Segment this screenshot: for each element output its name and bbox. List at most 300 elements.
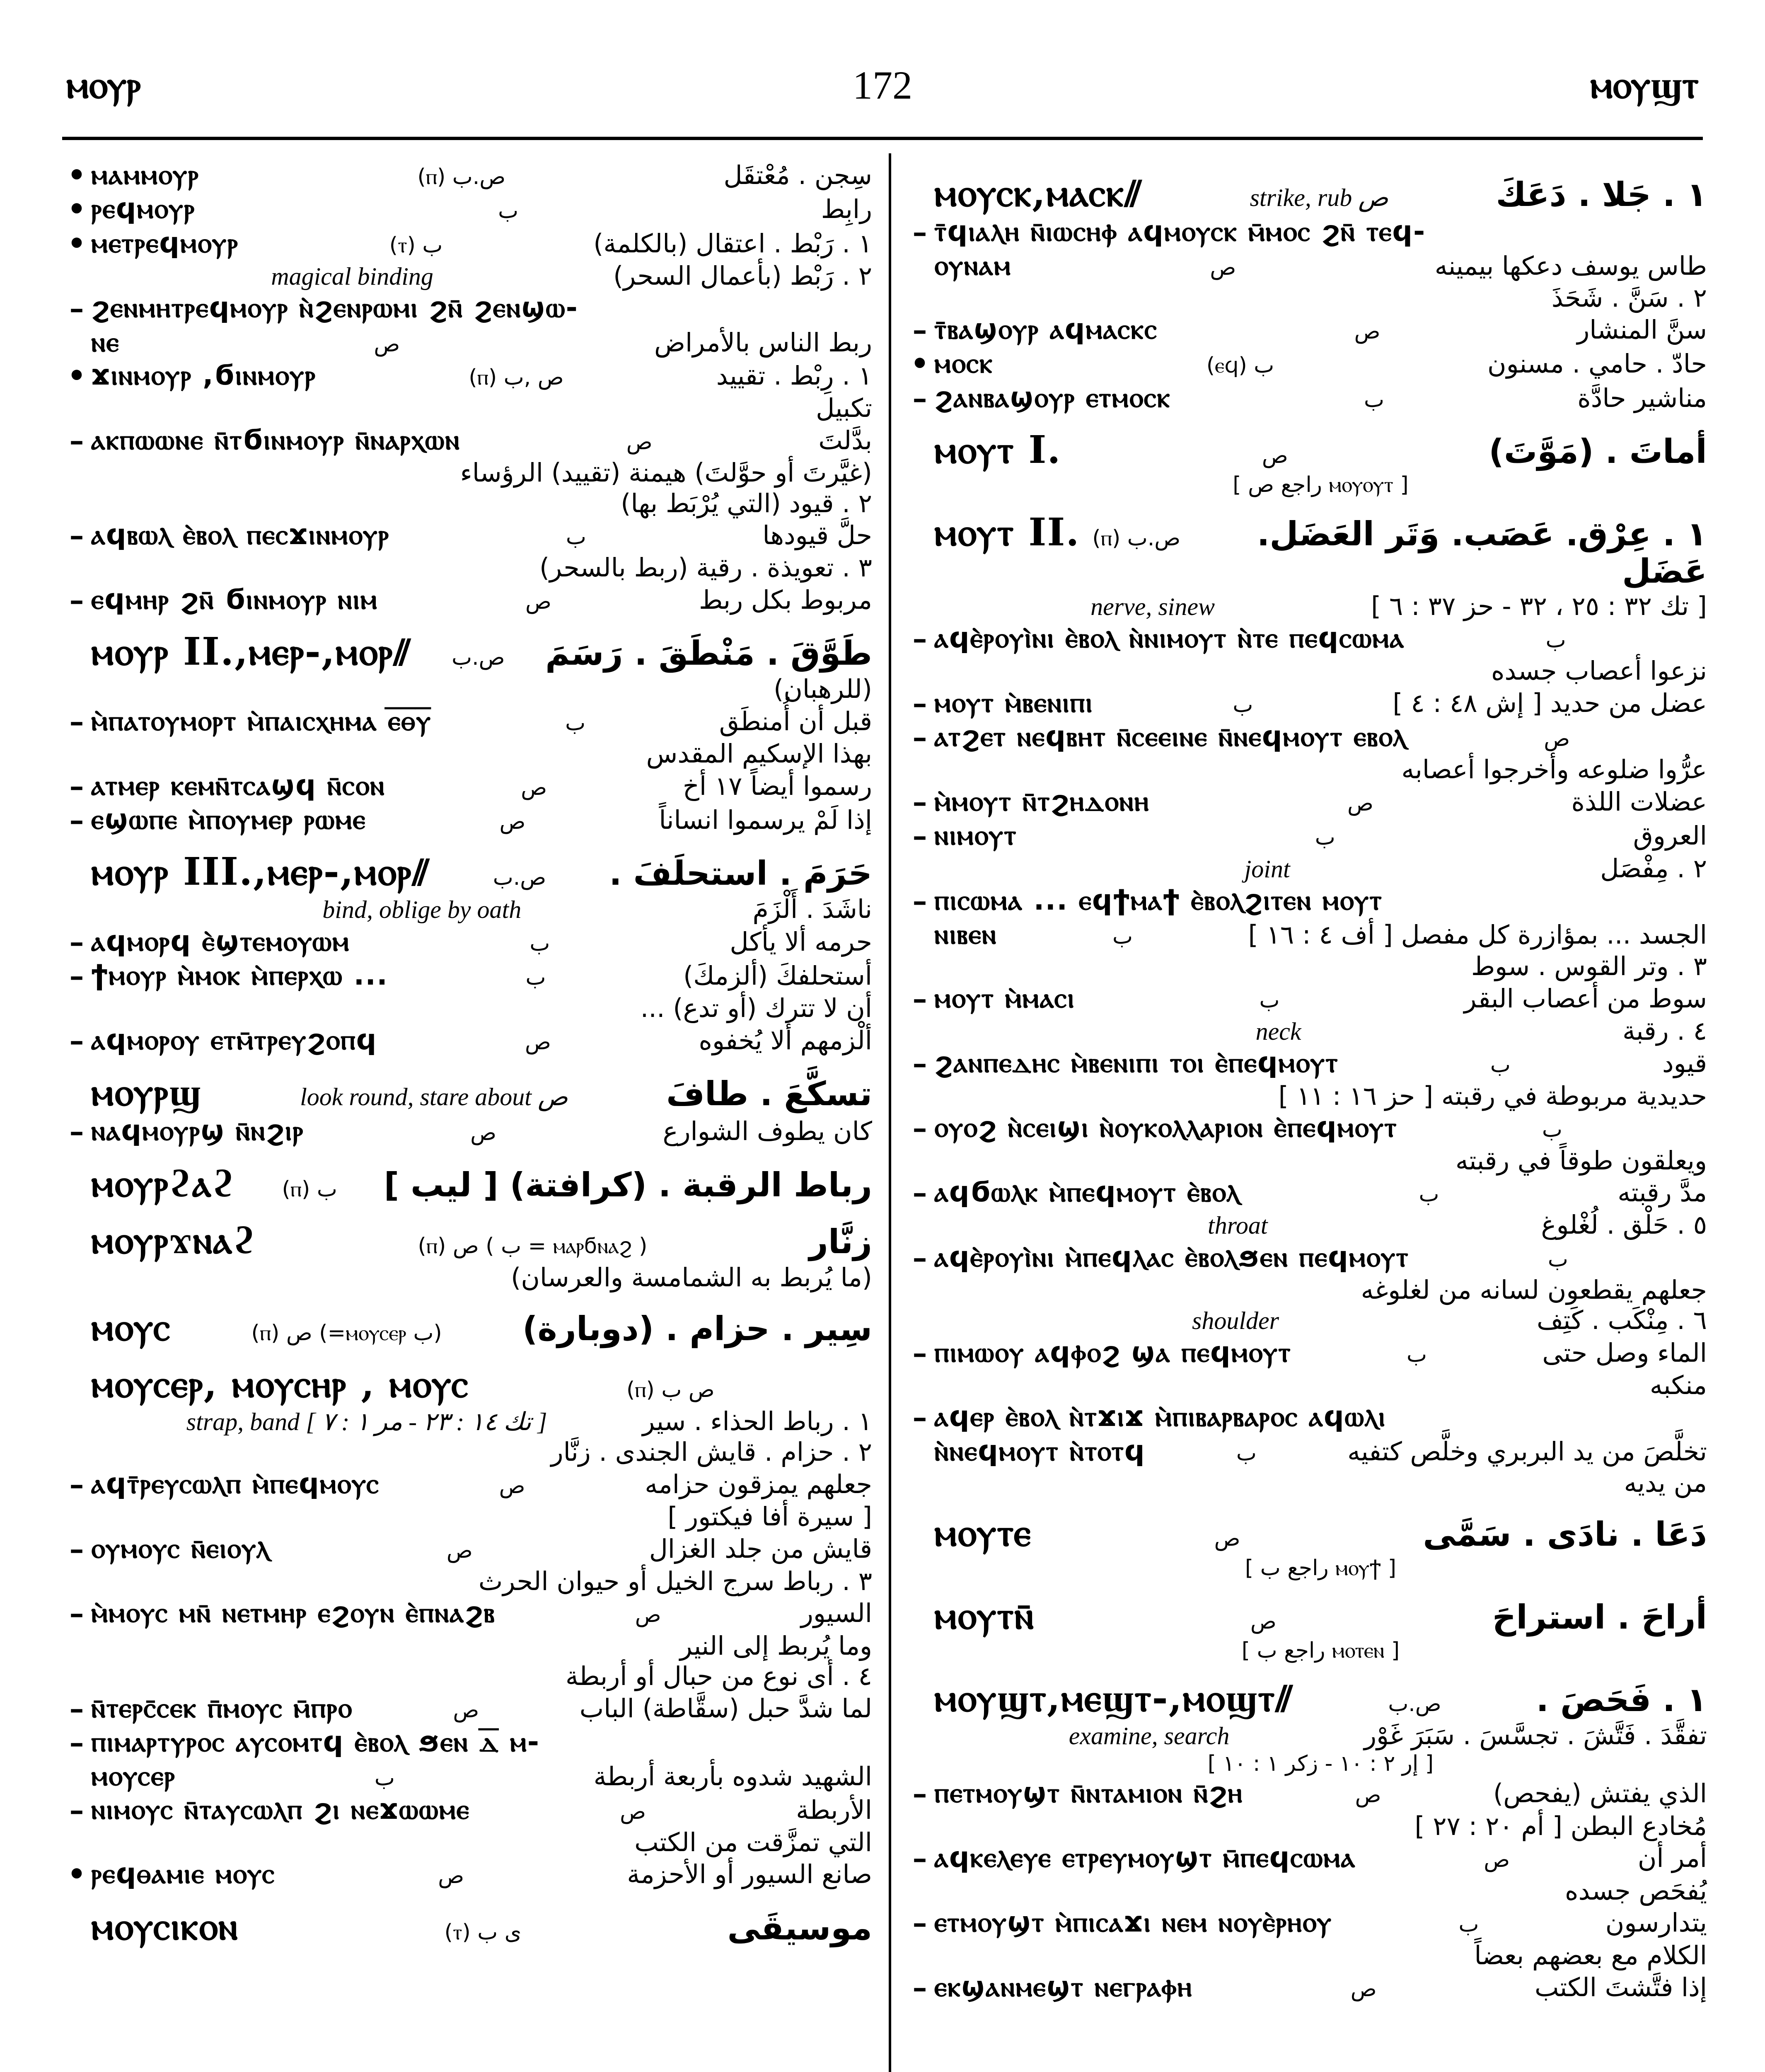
entry-row [91,1858,872,1890]
dictionary-entry [905,250,1707,281]
arabic-text: ٢ . رَبْط (بأعمال السحر) [613,261,872,291]
entry-body [934,1401,1707,1433]
dialect-or-gloss: ب [1233,692,1253,717]
entry-body [934,1242,1707,1273]
arabic-text: بدَّلتَ [818,425,872,455]
dictionary-entry [905,1876,1707,1905]
dictionary-entry [62,739,872,768]
entry-bullet: • [67,358,86,393]
dialect-or-gloss: ب [1490,1053,1511,1078]
entry-bullet: – [912,1841,927,1876]
entry-body [934,1907,1707,1938]
entry-body [91,1597,872,1629]
dictionary-entry [62,261,872,290]
entry-row [934,1812,1707,1840]
entry-row [934,1017,1707,1046]
dictionary-entry [905,216,1707,248]
coptic-text: ⲛⲓⲃⲉⲛ [934,918,997,951]
coptic-text: ϩⲁⲛⲃⲁϣⲟⲩⲣ ⲉⲧⲙⲟⲥⲕ [934,381,1171,414]
dialect-or-gloss: ب [498,198,519,224]
dictionary-entry [905,854,1707,883]
entry-body [91,1162,872,1205]
dictionary-entry [62,489,872,518]
dictionary-entry [62,193,872,225]
dictionary-entry [905,1176,1707,1209]
dictionary-entry [62,228,872,260]
dictionary-entry [62,1407,872,1436]
entry-row [91,1071,872,1113]
dialect-or-gloss: ب [525,965,546,990]
dialect-or-gloss: (ⲡ) ص ( ب = ⲙⲁⲣϭⲛⲁϩ ) [418,1233,648,1259]
entry-row [934,1777,1707,1809]
dictionary-entry [905,622,1707,655]
entry-row [91,850,872,893]
header-rule [62,137,1703,140]
dictionary-entry [62,1760,872,1792]
dictionary-entry [62,770,872,802]
dictionary-entry [62,1071,872,1113]
entry-body [91,193,872,225]
entry-row [91,1567,872,1595]
arabic-text: (غيَّرتَ أو حوَّلتَ) هيمنة (تقييد) الرؤساء [460,457,872,488]
dictionary-entry [905,1306,1707,1335]
arabic-text: الماء وصل حتى [1542,1337,1707,1368]
arabic-text: إذا لَمْ يرسموا انساناً [659,804,872,835]
entry-bullet: • [67,192,86,227]
entry-body [91,1794,872,1825]
entry-row [934,348,1707,379]
dictionary-entry [62,705,872,738]
coptic-text: ⲁϥⲙⲟⲣϥ ⲉ̀ϣⲧⲉⲙⲟⲩⲱⲙ [91,925,350,958]
entry-row [91,519,872,551]
dialect-or-gloss: [ راجع ب ⲙⲟⲩϯ ] [1245,1555,1397,1581]
entry-row [934,473,1707,497]
coptic-text: ⲛⲓⲙⲟⲩⲥ ⲛ̄ⲧⲁⲩⲥⲱⲗⲡ ϩⲓ ⲛⲉϫⲱⲱⲙⲉ [91,1793,470,1826]
entry-row [91,360,872,391]
dictionary-entry [905,820,1707,852]
entry-row [934,1842,1707,1874]
coptic-text: ⲙⲟⲩⲥⲉⲣ, ⲙⲟⲩⲥⲏⲣ , ⲙⲟⲩⲥ [91,1361,469,1406]
entry-body [934,1876,1707,1905]
entry-body [91,804,872,835]
entry-body [91,1567,872,1595]
entry-body [934,382,1707,414]
entry-row [934,1594,1707,1637]
entry-row [91,584,872,615]
dialect-or-gloss: nerve, sinew [1090,593,1215,620]
dialect-or-gloss: ص [1250,1609,1277,1634]
entry-body [91,1468,872,1500]
entry-row [934,1210,1707,1239]
dialect-or-gloss: ب [374,1766,395,1791]
dictionary-entry [905,428,1707,471]
coptic-text: ⲧ̄ⲃⲁϣⲟⲩⲣ ⲁϥⲙⲁⲥⲕⲥ [934,313,1158,346]
entry-body [934,1306,1707,1335]
dictionary-entry [905,1556,1707,1580]
entry-bullet: – [69,1725,84,1760]
entry-row [934,885,1707,916]
dialect-or-gloss: ص [446,1538,473,1563]
entry-body [91,327,872,358]
arabic-text: ٦ . مِنْكَب . كَتِف [1536,1305,1707,1336]
dictionary-entry [905,1047,1707,1080]
arabic-text: ٢ . قيود (التي يُرْبَط بها) [621,488,872,518]
entry-row [91,1263,872,1292]
entry-row [934,1435,1707,1467]
entry-row [91,1760,872,1792]
arabic-text: قبل أن أُمنطَق [719,706,872,736]
entry-bullet: – [912,1335,927,1370]
arabic-text: التي تمزَّقت من الكتب [634,1827,872,1857]
entry-body [91,1438,872,1466]
entry-body [934,1594,1707,1637]
entry-body [934,250,1707,281]
coptic-text: ⲙⲟⲩⲧⲛ̄ [934,1593,1035,1638]
entry-body [91,360,872,391]
entry-body [934,1777,1707,1809]
arabic-text: صانع السيور أو الأحزمة [627,1859,872,1890]
coptic-text: ⲁϥⲃⲱⲗ ⲉ̀ⲃⲟⲗ ⲡⲉⲥϫⲓⲛⲙⲟⲩⲣ [91,518,390,551]
dictionary-entry [905,1941,1707,1970]
entry-row [934,172,1707,214]
dialect-or-gloss: magical binding [271,263,433,290]
entry-row [91,327,872,358]
entry-bullet: – [912,1046,927,1081]
arabic-text: أماتَ . (مَوَّتَ) [1489,432,1707,471]
dialect-or-gloss: ص [374,332,400,357]
running-head-left: ⲙⲟⲩⲣ [66,62,141,107]
arabic-text: رسموا أيضاً ١٧ أخ [682,770,872,801]
arabic-text: جعلهم يمزقون حزامه [645,1469,872,1499]
entry-body [91,228,872,259]
dictionary-entry [62,394,872,422]
entry-row [91,1024,872,1056]
dictionary-entry [62,292,872,324]
entry-bullet: – [69,582,84,617]
entry-body [91,159,872,191]
dialect-or-gloss: ص [1210,255,1236,281]
coptic-text: ⲙⲟⲥⲕ [934,347,994,380]
coptic-text: ⲙⲟⲩⲧⲉ [934,1510,1032,1555]
entry-row [91,193,872,225]
entry-row [91,926,872,957]
entry-bullet: – [912,685,927,720]
arabic-text: طاس يوسف دعكها بيمينه [1434,251,1707,281]
dictionary-entry [62,1115,872,1147]
dialect-or-gloss: (ⲧ) ب [389,232,443,258]
entry-row [91,1662,872,1690]
entry-body [91,489,872,518]
entry-row [934,1907,1707,1938]
arabic-text: حديدية مربوطة في رقبته [ حز ١٦ : ١١ ] [1278,1080,1707,1111]
entry-bullet: – [912,720,927,755]
coptic-text: ϯⲙⲟⲩⲣ ⲙ̀ⲙⲟⲕ ⲙ̀ⲡⲉⲣⲭⲱ ... [91,959,388,992]
arabic-text: نزعوا أعصاب جسده [1491,656,1707,686]
entry-row [934,1082,1707,1110]
arabic-text: قيود [1662,1048,1707,1079]
entry-body [91,705,872,737]
dialect-or-gloss: ب [530,931,550,956]
entry-row [91,804,872,835]
coptic-text: ⲁϥⲧ̄ⲣⲉⲩⲥⲱⲗⲡ ⲙ̀ⲡⲉϥⲙⲟⲩⲥ [91,1467,380,1500]
dictionary-entry [62,1438,872,1466]
entry-bullet: • [910,346,929,381]
entry-body [91,1905,872,1948]
dictionary-entry [62,1468,872,1501]
entry-bullet: – [69,1691,84,1726]
arabic-text: مناشير حادَّة [1577,382,1707,413]
entry-body [91,458,872,487]
entry-row [91,1219,872,1261]
entry-body [91,261,872,290]
dictionary-entry [905,1401,1707,1433]
entry-row [91,228,872,259]
dictionary-entry [905,755,1707,784]
coptic-text: ⲣⲉϥⲙⲟⲩⲣ [91,192,196,225]
entry-bullet: • [67,158,86,192]
entry-bullet: – [912,1905,927,1940]
arabic-text: حادّ . حامي . مسنون [1487,349,1707,379]
entry-row [934,919,1707,950]
entry-bullet: – [912,1776,927,1811]
coptic-text: ⲙⲟⲩⲣϣ [91,1070,202,1115]
dictionary-entry [905,314,1707,346]
entry-body [934,919,1707,950]
dialect-or-gloss: neck [1255,1018,1301,1046]
dialect-or-gloss: ب [1542,1117,1562,1143]
coptic-text: ⲛⲉ [91,325,120,358]
dialect-or-gloss: ص [525,1029,551,1055]
arabic-text: يتدارسون [1605,1907,1707,1938]
arabic-text: [ سيرة أفا فيكتور ] [667,1501,872,1532]
dictionary-entry [62,1567,872,1595]
dictionary-entry [62,804,872,836]
arabic-text: تخلَّصَ من يد البربري وخلَّص كتفيه [1347,1436,1707,1467]
arabic-text: ألْزمهم ألا يُخفوه [699,1025,872,1055]
arabic-text: الكلام مع بعضهم بعضاً [1474,1940,1707,1970]
dialect-or-gloss: ب [565,710,586,736]
coptic-text: ⲡⲉⲧⲙⲟⲩϣⲧ ⲛ̄ⲛⲧⲁⲙⲓⲟⲛ ⲛ̄ϩⲏ [934,1777,1243,1810]
entry-bullet: – [912,1175,927,1210]
entry-row [934,1401,1707,1433]
arabic-text: الذي يفتش (يفحص) [1493,1778,1707,1809]
entry-bullet: – [69,1531,84,1566]
entry-body [934,1176,1707,1208]
entry-bullet: – [69,924,84,959]
dictionary-entry [905,1971,1707,2004]
coptic-text: ⲙⲟⲩⲣ III.,ⲙⲉⲣ-,ⲙⲟⲣ⫽ [91,849,430,894]
coptic-text: ⲙⲟⲩⲥⲓⲕⲟⲛ [91,1903,239,1949]
entry-row [91,1794,872,1825]
arabic-text: سِير . حزام . (دوبارة) [522,1310,872,1348]
dialect-or-gloss: ص [1544,726,1570,752]
dictionary-entry [905,1371,1707,1399]
entry-row [91,1468,872,1500]
dialect-or-gloss: examine, search [1069,1722,1230,1750]
entry-bullet: • [67,1857,86,1892]
entry-body [934,283,1707,312]
arabic-text: ربط الناس بالأمراض [654,327,872,358]
dialect-or-gloss: (ⲡ) ص ب [626,1377,715,1403]
dictionary-entry [62,1533,872,1565]
arabic-text: أستحلفكَ (ألزمكَ) [683,960,872,991]
dictionary-entry [905,786,1707,818]
entry-body [934,1721,1707,1750]
entry-body [934,1371,1707,1399]
dialect-or-gloss: ص [499,809,526,834]
coptic-text: ⲉⲕϣⲁⲛⲙⲉϣⲧ ⲛⲉⲅⲣⲁⲫⲏ [934,1970,1193,2003]
arabic-text: ٤ . أى نوع من حبال أو أربطة [565,1661,872,1692]
dictionary-entry [905,885,1707,917]
arabic-text: ويعلقون طوقاً في رقبته [1455,1145,1707,1176]
arabic-text: كان يطوف الشوارع [662,1116,872,1147]
entry-row [91,458,872,487]
coptic-text: ⲙⲟⲩⲧ ⲙ̀ⲃⲉⲛⲓⲡⲓ [934,686,1093,719]
entry-body [91,1071,872,1113]
dictionary-entry [62,1662,872,1690]
arabic-text: إذا فتَّشتَ الكتب [1535,1972,1707,2002]
entry-body [91,1363,872,1405]
coptic-text: ⲙⲉⲧⲣⲉϥⲙⲟⲩⲣ [91,226,239,259]
coptic-text: ⲙ̀ⲡⲁⲧⲟⲩⲙⲟⲣⲧ ⲙ̀ⲡⲁⲓⲥⲭⲏⲙⲁ ⲉ̅ⲑ̅ⲩ̅ [91,704,432,737]
dictionary-entry [905,283,1707,312]
entry-body [934,1146,1707,1175]
dictionary-entry [62,1726,872,1759]
coptic-text: ⲡⲓⲥⲱⲙⲁ ... ⲉϥϯⲙⲁϯ ⲉ̀ⲃⲟⲗϩⲓⲧⲉⲛ ⲙⲟⲩⲧ [934,884,1383,917]
entry-body [934,1017,1707,1046]
entry-row [934,1721,1707,1750]
entry-row [91,705,872,737]
entry-body [934,1047,1707,1079]
entry-bullet: – [912,981,927,1016]
entry-body [934,755,1707,784]
entry-bullet: – [69,768,84,803]
entry-row [934,1639,1707,1663]
arabic-text: تكبيل [816,393,872,424]
entry-body [934,216,1707,247]
dictionary-entry [62,553,872,582]
arabic-text: ١ . رباط الحذاء . سير [642,1406,872,1437]
arabic-text: لما شدَّ حبل (سقَّاطة) الباب [579,1693,872,1723]
dialect-or-gloss: bind, oblige by oath [322,896,522,924]
dialect-or-gloss: (ⲉϥ) ب [1206,353,1274,378]
entry-body [934,1082,1707,1110]
entry-row [91,675,872,703]
entry-row [934,983,1707,1014]
entry-body [934,1435,1707,1467]
entry-bullet: – [912,1111,927,1145]
entry-body [91,1692,872,1724]
entry-body [934,721,1707,753]
arabic-text: قايش من جلد الغزال [649,1533,872,1564]
coptic-text: ⲛⲁϥⲙⲟⲩⲣϣ ⲛ̄ⲛϩⲓⲣ [91,1114,304,1147]
entry-row [934,592,1707,621]
entry-row [91,261,872,290]
arabic-text: ١ . جَلا . دَعَكَ [1496,175,1707,214]
dialect-or-gloss: throat [1208,1212,1268,1239]
entry-body [934,1337,1707,1368]
arabic-text: أمر أن [1637,1843,1707,1874]
entry-body [91,584,872,615]
arabic-text: (للرهبان) [774,674,872,704]
dictionary-entry [905,1017,1707,1046]
dictionary-entry [62,1597,872,1629]
entry-row [934,1876,1707,1905]
entry-row [91,292,872,324]
right-column [905,157,1707,2072]
dictionary-entry [62,519,872,552]
dictionary-entry [905,1511,1707,1554]
entry-row [934,1469,1707,1497]
entry-body [934,1639,1707,1663]
arabic-text: أراحَ . استراحَ [1492,1598,1707,1636]
entry-bullet: – [69,423,84,457]
entry-row [934,250,1707,281]
entry-row [91,1631,872,1660]
arabic-text: بهذا الإسكيم المقدس [646,738,872,769]
entry-row [91,994,872,1022]
entry-body [934,656,1707,685]
entry-body [91,1533,872,1564]
entry-row [91,1115,872,1147]
dictionary-entry [905,1276,1707,1304]
dialect-or-gloss: ص [499,1473,525,1498]
entry-body [934,1677,1707,1719]
arabic-text: موسيقَى [727,1908,872,1947]
entry-row [934,1556,1707,1580]
entry-body [91,850,872,893]
entry-row [934,1276,1707,1304]
dialect-or-gloss: strike, rub ص [1250,184,1388,211]
entry-row [934,1752,1707,1776]
dictionary-entry [62,895,872,924]
coptic-text: ⲙⲟⲩⲥⲉⲣ [91,1760,176,1793]
dialect-or-gloss: ص [525,589,551,614]
dialect-or-gloss: ص [453,1697,479,1723]
entry-row [91,1438,872,1466]
entry-body [934,1511,1707,1554]
coptic-text: ⲙⲟⲩⲥⲕ,ⲙⲁⲥⲕ⫽ [934,170,1142,215]
arabic-text: دَعَا . نادَى . سَمَّى [1423,1515,1707,1554]
entry-bullet: – [912,784,927,819]
arabic-text: ٣ . رباط سرج الخيل أو حيوان الحرث [478,1566,872,1596]
entry-bullet: – [912,312,927,347]
entry-body [91,394,872,422]
arabic-text: تسكَّعَ . طافَ [666,1075,872,1113]
arabic-text: أن لا تترك (أو تدع) ... [640,993,872,1024]
dictionary-entry [62,360,872,392]
dictionary-entry [62,1219,872,1261]
coptic-text: ⲁϥⲕⲉⲗⲉⲩⲉ ⲉⲧⲣⲉⲩⲙⲟⲩϣⲧ ⲙ̄ⲡⲉϥⲥⲱⲙⲁ [934,1841,1356,1874]
dialect-or-gloss: (ⲡ) ص.ب [1092,526,1181,551]
dictionary-entry [62,630,872,673]
entry-body [91,739,872,768]
coptic-text: ⲣⲉϥⲑⲁⲙⲓⲉ ⲙⲟⲩⲥ [91,1857,276,1890]
dialect-or-gloss: ب [1545,627,1566,653]
entry-row [934,721,1707,753]
dialect-or-gloss: ب [1315,825,1335,850]
arabic-text: حلَّ قيودها [762,520,872,550]
entry-row [934,952,1707,980]
arabic-text: حَرَمَ . استحلَفَ . [609,854,872,893]
entry-body [934,348,1707,379]
dialect-or-gloss: [ راجع ب ⲙⲟⲧⲉⲛ ] [1241,1638,1400,1663]
entry-bullet: – [912,883,927,918]
entry-row [934,1146,1707,1175]
coptic-text: ⲁϥⲉ̀ⲣⲟⲩⲓ̀ⲛⲓ ⲉ̀ⲃⲟⲗ ⲛ̀ⲛⲓⲙⲟⲩⲧ ⲛ̀ⲧⲉ ⲡⲉϥⲥⲱⲙⲁ [934,621,1405,654]
entry-body [91,519,872,551]
column-divider [889,153,891,2072]
